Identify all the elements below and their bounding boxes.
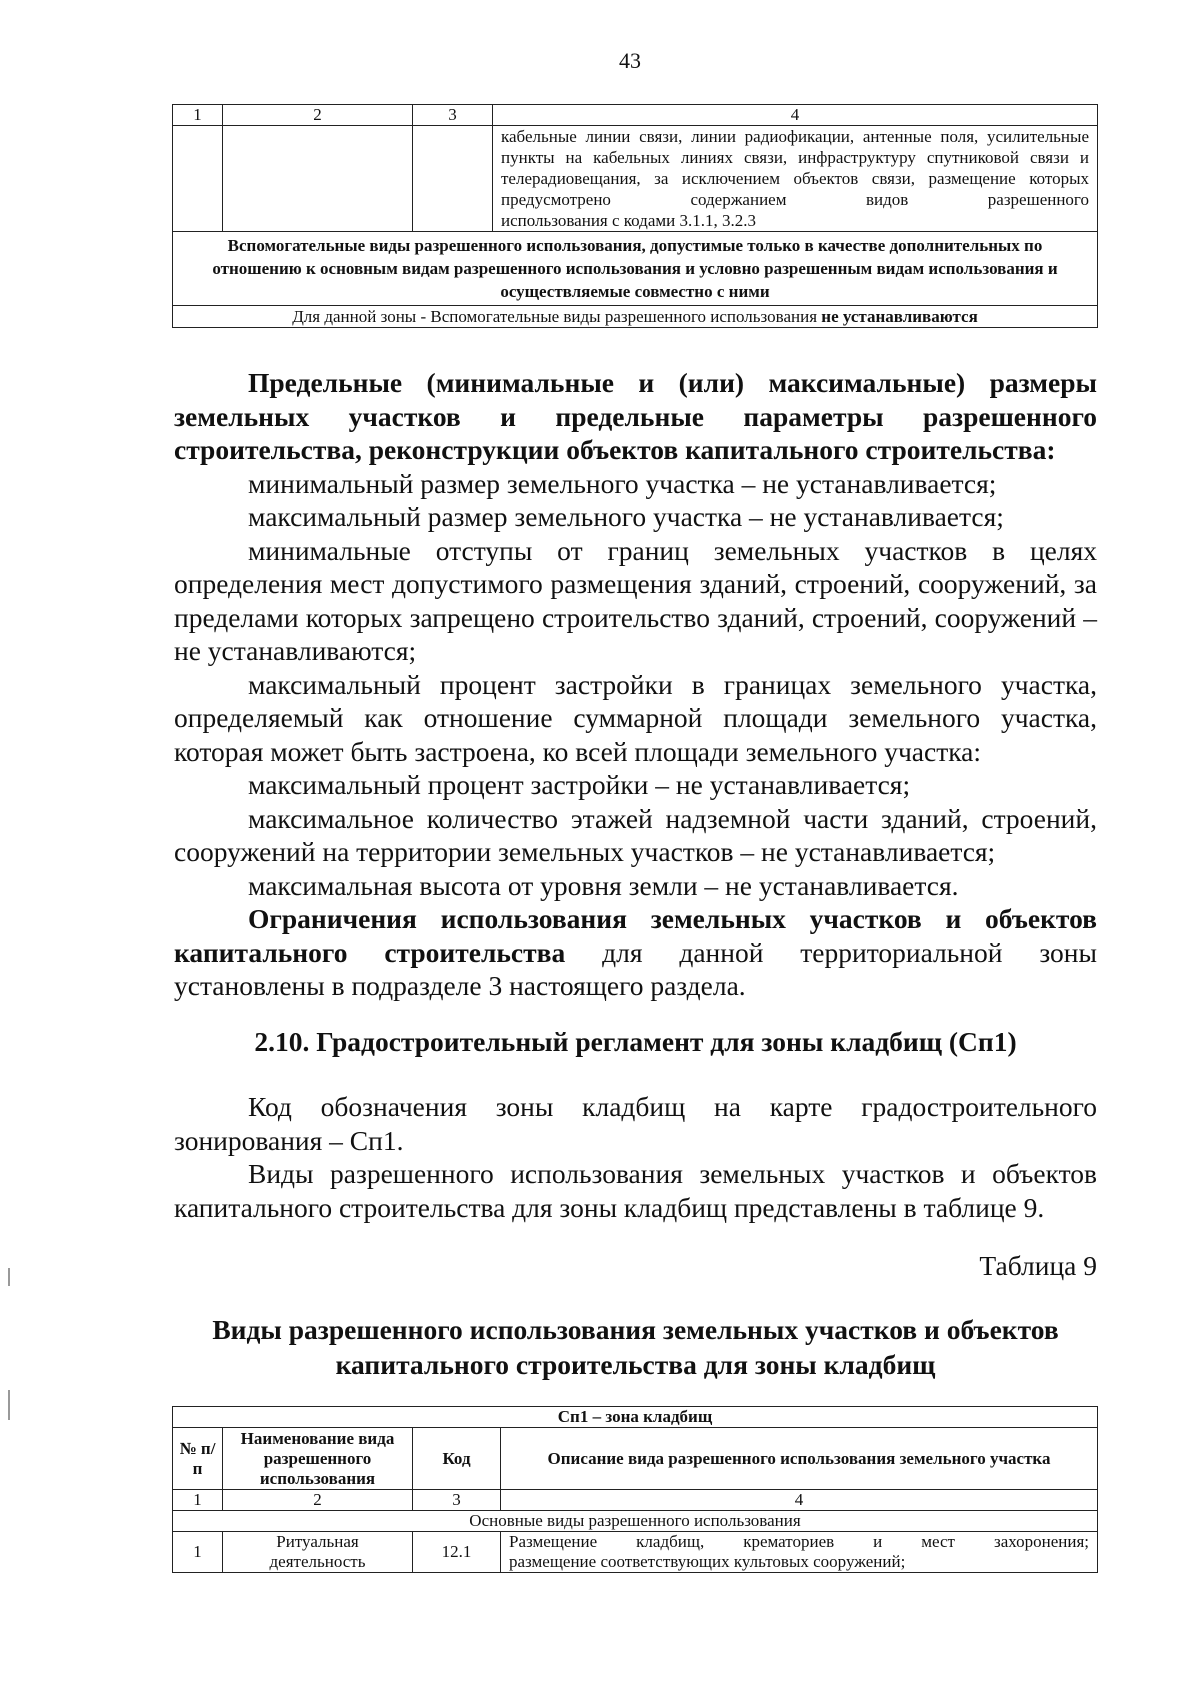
column-header: Код (413, 1428, 501, 1490)
column-header: Наименование вида разрешенного использования (223, 1428, 413, 1490)
column-header: № п/п (173, 1428, 223, 1490)
group-header-row (173, 1511, 1098, 1532)
use-name: Ритуальная деятельность (223, 1532, 413, 1573)
column-number: 1 (173, 105, 223, 126)
scan-margin-mark (8, 1390, 10, 1420)
column-number: 2 (223, 105, 413, 126)
description-text: кабельные линии связи, линии радиофикации, антенные поля, усилительные пункты на кабельных линиях связи, инфраструктуру спутниковой связи и телерадиовещания, за исключением объектов связи, размещение которых предусмотрено содержанием видов разрешенного (501, 127, 1089, 209)
table-label: Таблица 9 (979, 1250, 1097, 1281)
limit-item: минимальные отступы от границ земельных участков в целях определения мест допустимого размещения зданий, строений, сооружений, за пределами которых запрещено строительство зданий, строений, сооружений – не устанавливаются; (174, 534, 1097, 666)
column-number: 1 (173, 1490, 223, 1511)
limit-item: максимальный процент застройки – не устанавливается; (248, 769, 911, 800)
section-intro (174, 1090, 1097, 1224)
limits-section (174, 366, 1097, 1003)
zone-header-row (173, 1407, 1098, 1428)
intro-paragraph: Виды разрешенного использования земельных участков и объектов капитального строительства для зоны кладбищ представлены в таблице 9. (174, 1158, 1097, 1223)
restrictions-paragraph (174, 902, 1097, 1003)
table-row (173, 1532, 1098, 1573)
group-header: Основные виды разрешенного использования (173, 1511, 1098, 1532)
column-header-row (173, 1428, 1098, 1490)
table-row (173, 306, 1098, 328)
description-line: Размещение кладбищ, крематориев и мест захоронения; (509, 1532, 1089, 1551)
auxiliary-uses-note (173, 306, 1098, 328)
auxiliary-uses-title: Вспомогательные виды разрешенного использования, допустимые только в качестве дополнительных по отношению к основным видам разрешенного использования и условно разрешенным видам использования и осуществляемые совместно с ними (173, 232, 1098, 306)
column-number: 4 (493, 105, 1098, 126)
limits-heading: Предельные (минимальные и (или) максимальные) размеры земельных участков и предельные параметры разрешенного строительства, реконструкции объектов капитального строительства: (174, 367, 1097, 465)
continuation-table (172, 104, 1098, 328)
limit-item: максимальная высота от уровня земли – не устанавливается. (248, 869, 959, 901)
permitted-uses-table (172, 1406, 1098, 1573)
column-number: 2 (223, 1490, 413, 1511)
column-header: Описание вида разрешенного использования земельного участка (501, 1428, 1098, 1490)
table-row (173, 126, 1098, 232)
restrictions-bold: Ограничения использования земельных участков и объектов капитального строительства (174, 903, 1097, 968)
note-emphasis: не устанавливаются (821, 307, 978, 326)
limit-item: минимальный размер земельного участка – не устанавливается; (248, 467, 997, 499)
column-number: 4 (501, 1490, 1098, 1511)
column-number: 3 (413, 1490, 501, 1511)
limit-item: максимальное количество этажей надземной части зданий, строений, сооружений на территории земельных участков – не устанавливается; (174, 802, 1097, 867)
use-code: 12.1 (413, 1532, 501, 1573)
note-text: Для данной зоны - Вспомогательные виды разрешенного использования (292, 307, 822, 326)
zone-header: Сп1 – зона кладбищ (173, 1407, 1098, 1428)
description-line: размещение соответствующих культовых сооружений; (509, 1552, 906, 1571)
intro-paragraph: Код обозначения зоны кладбищ на карте градостроительного зонирования – Сп1. (174, 1091, 1097, 1156)
table-title-line: Виды разрешенного использования земельных участков и объектов (212, 1314, 1059, 1345)
column-number: 3 (413, 105, 493, 126)
table-header-row (173, 105, 1098, 126)
page-number: 43 (619, 48, 641, 73)
row-description (493, 126, 1098, 232)
use-description (501, 1532, 1098, 1573)
limit-item: максимальный процент застройки в границах земельного участка, определяемый как отношение суммарной площади земельного участка, которая может быть застроена, ко всей площади земельного участка: (174, 668, 1097, 767)
table-title-line: капитального строительства для зоны кладбищ (335, 1349, 936, 1380)
row-number: 1 (173, 1532, 223, 1573)
section-title: 2.10. Градостроительный регламент для зоны кладбищ (Сп1) (254, 1026, 1017, 1057)
column-number-row (173, 1490, 1098, 1511)
table-row (173, 232, 1098, 306)
restrictions-text: для данной территориальной зоны установлены в подразделе 3 настоящего раздела. (174, 936, 1097, 1001)
table-title (174, 1312, 1097, 1382)
scan-margin-mark (8, 1268, 10, 1286)
description-last-line: использования с кодами 3.1.1, 3.2.3 (501, 211, 756, 230)
limit-item: максимальный размер земельного участка – не устанавливается; (248, 501, 1004, 532)
